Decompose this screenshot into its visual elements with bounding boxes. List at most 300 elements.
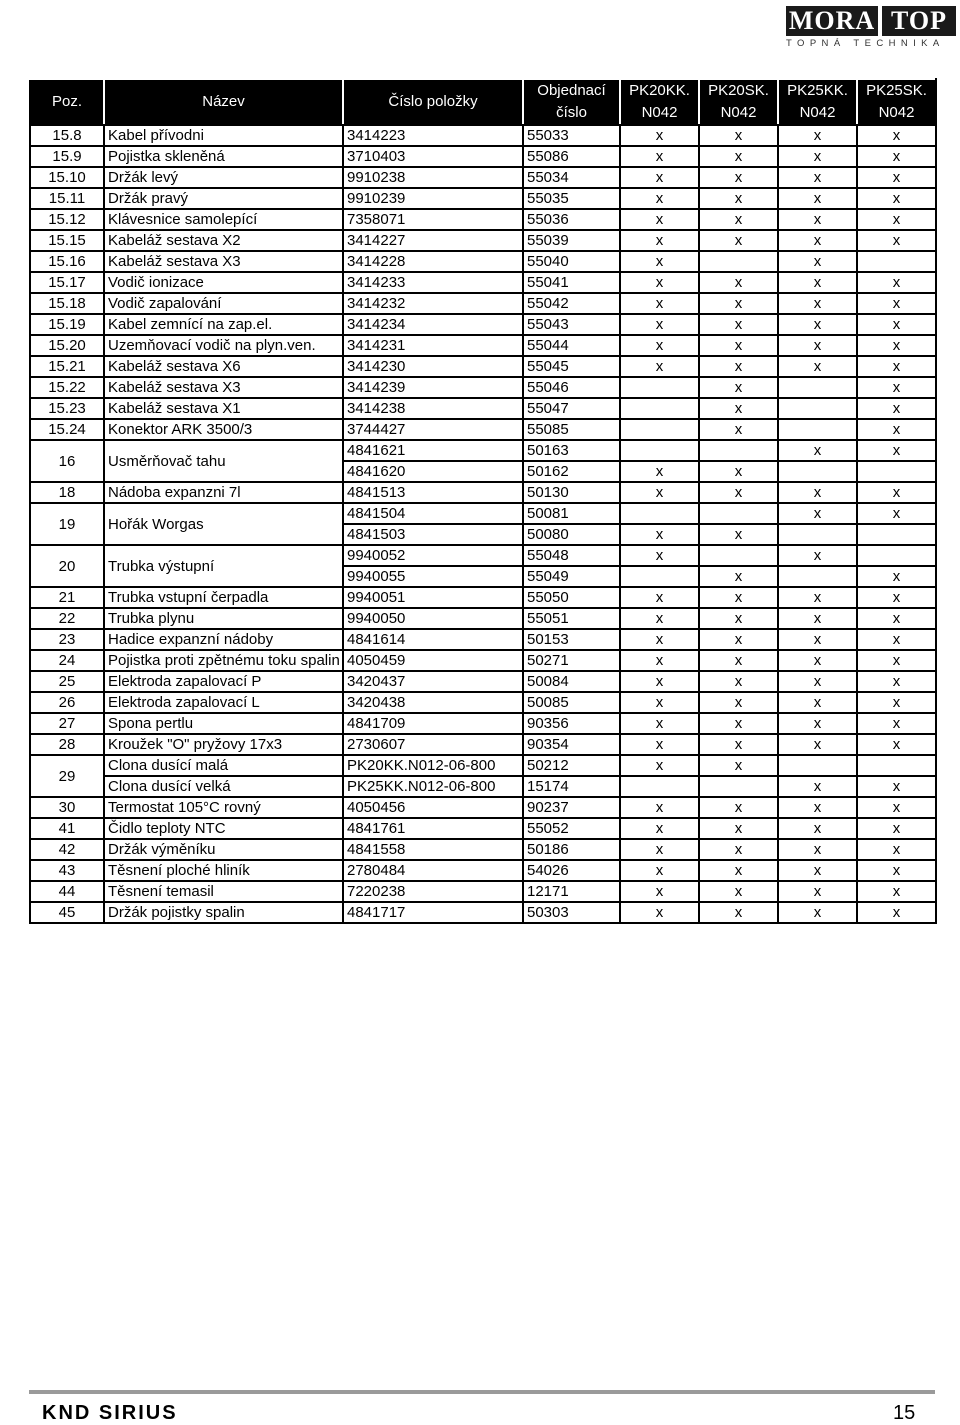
cell-model-mark: x bbox=[857, 776, 936, 797]
cell-objednaci-cislo: 55033 bbox=[523, 125, 620, 146]
cell-model-mark: x bbox=[778, 692, 857, 713]
cell-model-mark: x bbox=[620, 167, 699, 188]
page-number: 15 bbox=[893, 1402, 916, 1424]
table-row bbox=[30, 608, 936, 629]
cell-cislo-polozky: 3744427 bbox=[343, 419, 523, 440]
cell-model-mark: x bbox=[778, 167, 857, 188]
header-model-pk20sk bbox=[699, 79, 778, 125]
cell-model-mark: x bbox=[699, 272, 778, 293]
cell-model-mark: x bbox=[857, 902, 936, 923]
table-row bbox=[30, 629, 936, 650]
cell-model-mark: x bbox=[857, 818, 936, 839]
cell-poz: 15.15 bbox=[30, 230, 104, 251]
parts-table bbox=[29, 78, 937, 924]
cell-model-mark: x bbox=[699, 125, 778, 146]
cell-nazev: Vodič zapalování bbox=[104, 293, 343, 314]
cell-nazev: Clona dusící malá bbox=[104, 755, 343, 776]
cell-poz: 44 bbox=[30, 881, 104, 902]
cell-model-mark: x bbox=[778, 503, 857, 524]
cell-cislo-polozky: 4841761 bbox=[343, 818, 523, 839]
cell-nazev: Držák pravý bbox=[104, 188, 343, 209]
cell-model-mark: x bbox=[857, 335, 936, 356]
cell-nazev: Pojistka skleněná bbox=[104, 146, 343, 167]
cell-model-mark: x bbox=[620, 230, 699, 251]
cell-model-mark bbox=[778, 377, 857, 398]
cell-model-mark: x bbox=[620, 734, 699, 755]
cell-poz: 15.17 bbox=[30, 272, 104, 293]
cell-objednaci-cislo: 55051 bbox=[523, 608, 620, 629]
cell-model-mark: x bbox=[620, 293, 699, 314]
cell-cislo-polozky: 2730607 bbox=[343, 734, 523, 755]
cell-nazev: Čidlo teploty NTC bbox=[104, 818, 343, 839]
cell-model-mark bbox=[620, 377, 699, 398]
cell-model-mark bbox=[778, 524, 857, 545]
cell-model-mark bbox=[778, 461, 857, 482]
cell-objednaci-cislo: 50186 bbox=[523, 839, 620, 860]
cell-poz: 15.20 bbox=[30, 335, 104, 356]
header-objednaci-line2: číslo bbox=[556, 104, 587, 121]
cell-objednaci-cislo: 50084 bbox=[523, 671, 620, 692]
table-row bbox=[30, 419, 936, 440]
cell-model-mark: x bbox=[699, 860, 778, 881]
cell-cislo-polozky: 7220238 bbox=[343, 881, 523, 902]
cell-model-mark bbox=[620, 566, 699, 587]
cell-model-mark: x bbox=[778, 314, 857, 335]
table-row bbox=[30, 713, 936, 734]
cell-poz: 18 bbox=[30, 482, 104, 503]
parts-table-body bbox=[30, 125, 936, 923]
cell-model-mark: x bbox=[778, 230, 857, 251]
cell-nazev: Kabeláž sestava X6 bbox=[104, 356, 343, 377]
table-row bbox=[30, 209, 936, 230]
cell-cislo-polozky: PK25KK.N012-06-800 bbox=[343, 776, 523, 797]
cell-cislo-polozky: 9910239 bbox=[343, 188, 523, 209]
cell-cislo-polozky: 3420438 bbox=[343, 692, 523, 713]
cell-nazev: Držák výměníku bbox=[104, 839, 343, 860]
cell-nazev: Elektroda zapalovací L bbox=[104, 692, 343, 713]
cell-model-mark: x bbox=[778, 293, 857, 314]
table-row bbox=[30, 839, 936, 860]
cell-model-mark: x bbox=[857, 629, 936, 650]
cell-model-mark: x bbox=[699, 314, 778, 335]
cell-model-mark bbox=[620, 398, 699, 419]
table-row bbox=[30, 440, 936, 461]
logo-top: TOP bbox=[882, 6, 956, 36]
cell-objednaci-cislo: 55086 bbox=[523, 146, 620, 167]
cell-model-mark: x bbox=[699, 419, 778, 440]
cell-objednaci-cislo: 54026 bbox=[523, 860, 620, 881]
cell-model-mark: x bbox=[620, 860, 699, 881]
cell-model-mark bbox=[857, 524, 936, 545]
cell-poz: 15.24 bbox=[30, 419, 104, 440]
cell-poz: 41 bbox=[30, 818, 104, 839]
cell-model-mark: x bbox=[778, 272, 857, 293]
cell-nazev: Hořák Worgas bbox=[104, 503, 343, 545]
table-row bbox=[30, 125, 936, 146]
cell-model-mark: x bbox=[778, 671, 857, 692]
cell-model-mark: x bbox=[857, 167, 936, 188]
cell-model-mark: x bbox=[620, 461, 699, 482]
cell-poz: 42 bbox=[30, 839, 104, 860]
table-row bbox=[30, 377, 936, 398]
cell-model-mark: x bbox=[857, 125, 936, 146]
cell-model-mark: x bbox=[699, 755, 778, 776]
cell-cislo-polozky: 7358071 bbox=[343, 209, 523, 230]
cell-poz: 15.19 bbox=[30, 314, 104, 335]
cell-cislo-polozky: 9940050 bbox=[343, 608, 523, 629]
cell-model-mark: x bbox=[620, 125, 699, 146]
cell-objednaci-cislo: 50162 bbox=[523, 461, 620, 482]
header-model-line1: PK20SK. bbox=[708, 82, 769, 99]
cell-model-mark bbox=[620, 503, 699, 524]
cell-poz: 21 bbox=[30, 587, 104, 608]
cell-nazev: Elektroda zapalovací P bbox=[104, 671, 343, 692]
table-row bbox=[30, 230, 936, 251]
table-row bbox=[30, 860, 936, 881]
cell-objednaci-cislo: 50271 bbox=[523, 650, 620, 671]
cell-nazev: Trubka výstupní bbox=[104, 545, 343, 587]
cell-model-mark: x bbox=[699, 293, 778, 314]
cell-cislo-polozky: 9940055 bbox=[343, 566, 523, 587]
header-poz: Poz. bbox=[30, 79, 104, 125]
cell-cislo-polozky: 3414231 bbox=[343, 335, 523, 356]
cell-nazev: Držák pojistky spalin bbox=[104, 902, 343, 923]
cell-model-mark: x bbox=[620, 629, 699, 650]
header-model-pk20kk bbox=[620, 79, 699, 125]
header-model-line2: N042 bbox=[720, 104, 757, 121]
cell-model-mark: x bbox=[699, 881, 778, 902]
cell-model-mark: x bbox=[699, 524, 778, 545]
cell-model-mark: x bbox=[857, 797, 936, 818]
cell-poz: 15.8 bbox=[30, 125, 104, 146]
cell-poz: 19 bbox=[30, 503, 104, 545]
cell-objednaci-cislo: 55035 bbox=[523, 188, 620, 209]
cell-model-mark: x bbox=[620, 608, 699, 629]
table-row bbox=[30, 734, 936, 755]
cell-poz: 15.21 bbox=[30, 356, 104, 377]
table-row bbox=[30, 188, 936, 209]
cell-model-mark: x bbox=[857, 230, 936, 251]
cell-model-mark bbox=[778, 398, 857, 419]
cell-model-mark: x bbox=[778, 482, 857, 503]
cell-model-mark: x bbox=[620, 587, 699, 608]
table-row bbox=[30, 818, 936, 839]
cell-model-mark: x bbox=[699, 482, 778, 503]
cell-cislo-polozky: 3414239 bbox=[343, 377, 523, 398]
table-row bbox=[30, 671, 936, 692]
cell-model-mark: x bbox=[857, 692, 936, 713]
cell-model-mark bbox=[699, 251, 778, 272]
cell-model-mark: x bbox=[699, 713, 778, 734]
cell-model-mark: x bbox=[620, 524, 699, 545]
cell-cislo-polozky: 4841620 bbox=[343, 461, 523, 482]
cell-poz: 15.12 bbox=[30, 209, 104, 230]
table-row bbox=[30, 314, 936, 335]
cell-model-mark: x bbox=[699, 377, 778, 398]
cell-objednaci-cislo: 55085 bbox=[523, 419, 620, 440]
cell-poz: 27 bbox=[30, 713, 104, 734]
cell-model-mark: x bbox=[857, 272, 936, 293]
cell-model-mark: x bbox=[620, 755, 699, 776]
cell-model-mark bbox=[857, 251, 936, 272]
cell-model-mark: x bbox=[620, 713, 699, 734]
cell-model-mark: x bbox=[699, 650, 778, 671]
cell-cislo-polozky: 4050459 bbox=[343, 650, 523, 671]
cell-poz: 29 bbox=[30, 755, 104, 797]
cell-poz: 24 bbox=[30, 650, 104, 671]
cell-model-mark: x bbox=[699, 608, 778, 629]
cell-cislo-polozky: 3414234 bbox=[343, 314, 523, 335]
cell-objednaci-cislo: 50130 bbox=[523, 482, 620, 503]
cell-objednaci-cislo: 55052 bbox=[523, 818, 620, 839]
cell-model-mark: x bbox=[699, 629, 778, 650]
cell-model-mark bbox=[699, 503, 778, 524]
cell-model-mark: x bbox=[857, 839, 936, 860]
cell-model-mark: x bbox=[778, 209, 857, 230]
cell-model-mark: x bbox=[699, 167, 778, 188]
cell-model-mark: x bbox=[699, 146, 778, 167]
cell-nazev: Pojistka proti zpětnému toku spalin bbox=[104, 650, 343, 671]
cell-model-mark: x bbox=[778, 608, 857, 629]
table-row bbox=[30, 482, 936, 503]
cell-model-mark: x bbox=[778, 902, 857, 923]
logo-tagline: TOPNÁ TECHNIKA bbox=[786, 38, 945, 49]
cell-model-mark: x bbox=[620, 650, 699, 671]
cell-objednaci-cislo: 55046 bbox=[523, 377, 620, 398]
cell-cislo-polozky: 4841513 bbox=[343, 482, 523, 503]
cell-model-mark: x bbox=[620, 671, 699, 692]
cell-model-mark: x bbox=[699, 398, 778, 419]
cell-model-mark: x bbox=[857, 566, 936, 587]
cell-objednaci-cislo: 55048 bbox=[523, 545, 620, 566]
cell-objednaci-cislo: 50163 bbox=[523, 440, 620, 461]
cell-model-mark: x bbox=[778, 881, 857, 902]
table-row bbox=[30, 251, 936, 272]
cell-objednaci-cislo: 50081 bbox=[523, 503, 620, 524]
header-model-pk25kk bbox=[778, 79, 857, 125]
cell-nazev: Hadice expanzní nádoby bbox=[104, 629, 343, 650]
cell-model-mark: x bbox=[778, 734, 857, 755]
cell-poz: 20 bbox=[30, 545, 104, 587]
cell-model-mark: x bbox=[699, 902, 778, 923]
cell-model-mark: x bbox=[620, 335, 699, 356]
cell-model-mark: x bbox=[857, 419, 936, 440]
cell-model-mark bbox=[699, 545, 778, 566]
cell-model-mark: x bbox=[778, 818, 857, 839]
cell-objednaci-cislo: 55039 bbox=[523, 230, 620, 251]
cell-poz: 25 bbox=[30, 671, 104, 692]
cell-model-mark: x bbox=[857, 860, 936, 881]
cell-cislo-polozky: 3414223 bbox=[343, 125, 523, 146]
cell-model-mark: x bbox=[778, 650, 857, 671]
cell-cislo-polozky: 3414233 bbox=[343, 272, 523, 293]
cell-model-mark: x bbox=[699, 818, 778, 839]
table-row bbox=[30, 293, 936, 314]
cell-nazev: Konektor ARK 3500/3 bbox=[104, 419, 343, 440]
cell-objednaci-cislo: 15174 bbox=[523, 776, 620, 797]
cell-cislo-polozky: 4841621 bbox=[343, 440, 523, 461]
cell-model-mark: x bbox=[778, 251, 857, 272]
header-model-line2: N042 bbox=[878, 104, 915, 121]
cell-model-mark: x bbox=[857, 293, 936, 314]
cell-poz: 23 bbox=[30, 629, 104, 650]
table-row bbox=[30, 587, 936, 608]
table-row bbox=[30, 146, 936, 167]
cell-nazev: Uzemňovací vodič na plyn.ven. bbox=[104, 335, 343, 356]
cell-nazev: Kabeláž sestava X3 bbox=[104, 377, 343, 398]
cell-model-mark: x bbox=[620, 482, 699, 503]
cell-nazev: Vodič ionizace bbox=[104, 272, 343, 293]
cell-model-mark: x bbox=[699, 734, 778, 755]
header-model-line1: PK25KK. bbox=[787, 82, 848, 99]
header-model-line2: N042 bbox=[641, 104, 678, 121]
cell-model-mark: x bbox=[857, 314, 936, 335]
cell-objednaci-cislo: 55045 bbox=[523, 356, 620, 377]
cell-model-mark: x bbox=[857, 650, 936, 671]
table-row bbox=[30, 692, 936, 713]
cell-poz: 26 bbox=[30, 692, 104, 713]
cell-cislo-polozky: 4841717 bbox=[343, 902, 523, 923]
cell-model-mark: x bbox=[620, 188, 699, 209]
cell-nazev: Kabeláž sestava X3 bbox=[104, 251, 343, 272]
cell-objednaci-cislo: 50303 bbox=[523, 902, 620, 923]
cell-model-mark: x bbox=[778, 713, 857, 734]
cell-nazev: Clona dusící velká bbox=[104, 776, 343, 797]
cell-model-mark: x bbox=[699, 671, 778, 692]
cell-nazev: Držák levý bbox=[104, 167, 343, 188]
cell-objednaci-cislo: 55041 bbox=[523, 272, 620, 293]
cell-model-mark: x bbox=[857, 209, 936, 230]
cell-cislo-polozky: 3414228 bbox=[343, 251, 523, 272]
cell-nazev: Těsnení ploché hliník bbox=[104, 860, 343, 881]
cell-poz: 15.22 bbox=[30, 377, 104, 398]
cell-model-mark: x bbox=[778, 629, 857, 650]
footer-title: KND SIRIUS bbox=[42, 1402, 178, 1424]
cell-poz: 45 bbox=[30, 902, 104, 923]
cell-objednaci-cislo: 55047 bbox=[523, 398, 620, 419]
cell-model-mark: x bbox=[620, 251, 699, 272]
table-row bbox=[30, 545, 936, 566]
cell-objednaci-cislo: 50212 bbox=[523, 755, 620, 776]
cell-model-mark: x bbox=[620, 797, 699, 818]
cell-model-mark: x bbox=[778, 146, 857, 167]
cell-model-mark: x bbox=[778, 188, 857, 209]
cell-model-mark: x bbox=[699, 797, 778, 818]
table-row bbox=[30, 335, 936, 356]
cell-model-mark: x bbox=[699, 839, 778, 860]
cell-poz: 15.23 bbox=[30, 398, 104, 419]
table-header-row bbox=[30, 79, 936, 125]
cell-cislo-polozky: 4841503 bbox=[343, 524, 523, 545]
cell-nazev: Usměrňovač tahu bbox=[104, 440, 343, 482]
table-row bbox=[30, 755, 936, 776]
cell-cislo-polozky: 4841558 bbox=[343, 839, 523, 860]
table-row bbox=[30, 272, 936, 293]
cell-model-mark: x bbox=[857, 503, 936, 524]
cell-model-mark: x bbox=[857, 356, 936, 377]
header-model-line1: PK20KK. bbox=[629, 82, 690, 99]
cell-cislo-polozky: 3710403 bbox=[343, 146, 523, 167]
cell-model-mark: x bbox=[699, 587, 778, 608]
cell-model-mark bbox=[778, 566, 857, 587]
cell-model-mark bbox=[857, 461, 936, 482]
header-model-pk25sk bbox=[857, 79, 936, 125]
cell-model-mark: x bbox=[857, 146, 936, 167]
cell-poz: 16 bbox=[30, 440, 104, 482]
cell-model-mark: x bbox=[620, 839, 699, 860]
cell-model-mark bbox=[857, 545, 936, 566]
cell-model-mark: x bbox=[699, 335, 778, 356]
cell-model-mark: x bbox=[699, 566, 778, 587]
cell-model-mark: x bbox=[778, 125, 857, 146]
cell-poz: 15.11 bbox=[30, 188, 104, 209]
cell-model-mark: x bbox=[857, 188, 936, 209]
cell-poz: 15.10 bbox=[30, 167, 104, 188]
cell-objednaci-cislo: 90354 bbox=[523, 734, 620, 755]
footer-divider bbox=[29, 1390, 935, 1394]
cell-model-mark: x bbox=[699, 209, 778, 230]
cell-objednaci-cislo: 55036 bbox=[523, 209, 620, 230]
header-model-line2: N042 bbox=[799, 104, 836, 121]
cell-objednaci-cislo: 12171 bbox=[523, 881, 620, 902]
cell-model-mark: x bbox=[699, 356, 778, 377]
cell-model-mark: x bbox=[699, 461, 778, 482]
cell-objednaci-cislo: 55040 bbox=[523, 251, 620, 272]
cell-nazev: Trubka plynu bbox=[104, 608, 343, 629]
cell-objednaci-cislo: 50085 bbox=[523, 692, 620, 713]
cell-nazev: Kabel zemnící na zap.el. bbox=[104, 314, 343, 335]
cell-nazev: Kabeláž sestava X1 bbox=[104, 398, 343, 419]
cell-cislo-polozky: 4841504 bbox=[343, 503, 523, 524]
cell-cislo-polozky: 4050456 bbox=[343, 797, 523, 818]
cell-model-mark bbox=[699, 440, 778, 461]
cell-model-mark: x bbox=[778, 545, 857, 566]
cell-poz: 15.18 bbox=[30, 293, 104, 314]
cell-poz: 22 bbox=[30, 608, 104, 629]
cell-model-mark: x bbox=[620, 545, 699, 566]
logo-mora: MORA bbox=[786, 6, 878, 36]
cell-cislo-polozky: 9910238 bbox=[343, 167, 523, 188]
cell-model-mark bbox=[620, 776, 699, 797]
cell-model-mark: x bbox=[778, 776, 857, 797]
cell-model-mark: x bbox=[620, 314, 699, 335]
cell-objednaci-cislo: 55034 bbox=[523, 167, 620, 188]
cell-nazev: Kabel přívodni bbox=[104, 125, 343, 146]
cell-cislo-polozky: 4841614 bbox=[343, 629, 523, 650]
cell-model-mark bbox=[620, 440, 699, 461]
cell-cislo-polozky: 3420437 bbox=[343, 671, 523, 692]
table-row bbox=[30, 398, 936, 419]
header-model-line1: PK25SK. bbox=[866, 82, 927, 99]
cell-model-mark bbox=[699, 776, 778, 797]
cell-model-mark: x bbox=[699, 692, 778, 713]
cell-objednaci-cislo: 55042 bbox=[523, 293, 620, 314]
cell-model-mark: x bbox=[778, 860, 857, 881]
cell-model-mark: x bbox=[620, 692, 699, 713]
cell-objednaci-cislo: 50153 bbox=[523, 629, 620, 650]
table-row bbox=[30, 902, 936, 923]
cell-poz: 43 bbox=[30, 860, 104, 881]
cell-objednaci-cislo: 50080 bbox=[523, 524, 620, 545]
cell-model-mark: x bbox=[778, 356, 857, 377]
table-row bbox=[30, 167, 936, 188]
cell-nazev: Spona pertlu bbox=[104, 713, 343, 734]
cell-objednaci-cislo: 55043 bbox=[523, 314, 620, 335]
cell-poz: 28 bbox=[30, 734, 104, 755]
table-row bbox=[30, 797, 936, 818]
cell-model-mark: x bbox=[857, 440, 936, 461]
header-nazev: Název bbox=[104, 79, 343, 125]
